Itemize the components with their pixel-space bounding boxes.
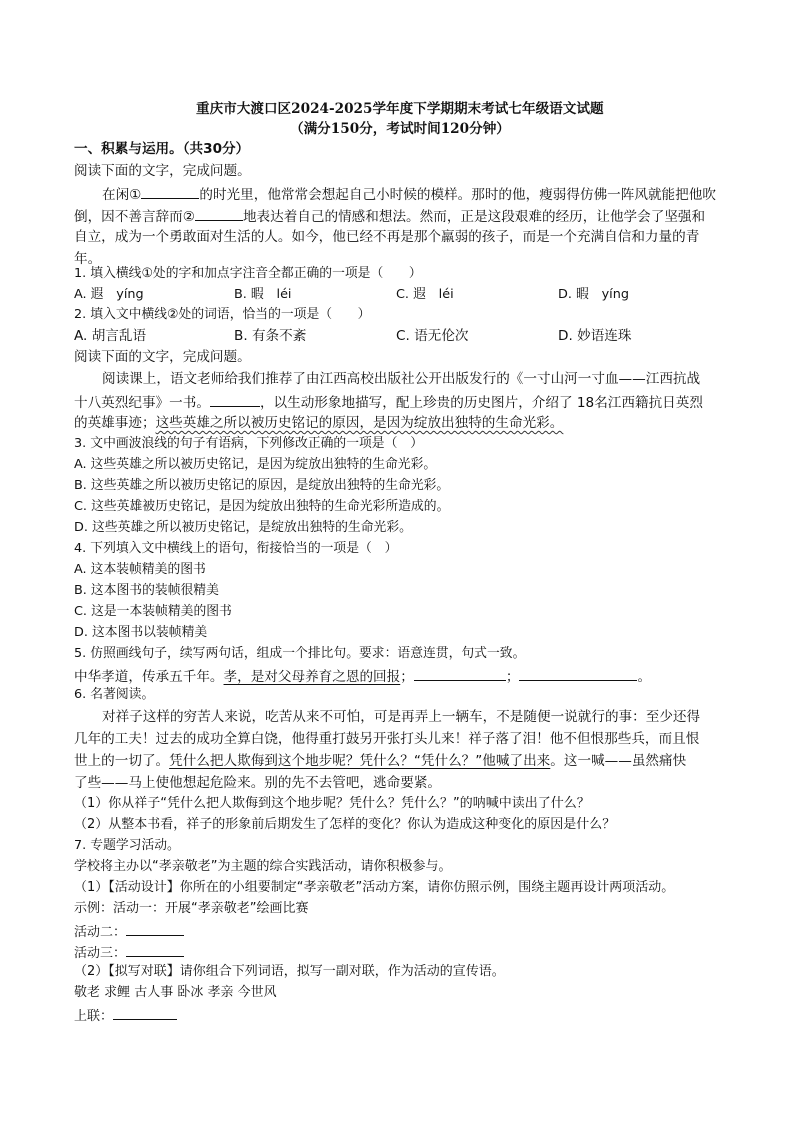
q6-text: 。这一喊——虽然痛快	[550, 753, 687, 769]
q7-example: 示例：活动一：开展“孝亲敬老”绘画比赛	[74, 901, 309, 916]
q3-option-c: C. 这些英雄被历史铭记，是因为绽放出独特的生命光彩所造成的。	[74, 499, 450, 514]
q6-subquestion-2: （2）从整本书看，祥子的形象前后期发生了怎样的变化？你认为造成这种变化的原因是什么？	[74, 817, 616, 832]
q5-underlined-sentence: 孝，是对父母养育之恩的回报	[223, 669, 401, 685]
blank-1	[141, 183, 199, 199]
passage2-text: 的英雄事迹；	[74, 415, 156, 431]
q6-passage-line	[74, 751, 686, 771]
passage1-line: 年。	[74, 251, 102, 267]
q2-option-a: A. 胡言乱语	[74, 328, 147, 344]
passage2-intro: 阅读下面的文字，完成问题。	[74, 349, 251, 365]
passage1-text: 的时光里，他常常会想起自己小时候的模样。那时的他，瘦弱得仿佛一阵风就能把他吹	[199, 187, 716, 203]
exam-title: 重庆市大渡口区2024-2025学年度下学期期末考试七年级语文试题	[196, 101, 604, 117]
q1-option-b: B. 暇 léi	[234, 287, 292, 302]
section-heading: 一、积累与运用。（共30分）	[74, 141, 250, 157]
q4-option-b: B. 这本图书的装帧很精美	[74, 583, 219, 598]
q6-passage-line: 了些——马上使他想起危险来。别的先不去管吧，逃命要紧。	[74, 775, 442, 791]
q2-stem: 2. 填入文中横线②处的词语，恰当的一项是（ ）	[74, 307, 371, 322]
answer-blank[interactable]	[126, 941, 184, 957]
passage1-text: 地表达着自己的情感和想法。然而，正是这段艰难的经历，让他学会了坚强和	[242, 209, 706, 225]
q7-label: 上联：	[74, 1009, 114, 1024]
q5-text: 中华孝道，传承五千年。	[74, 669, 224, 685]
q7-upper-couplet	[74, 1004, 177, 1027]
passage1-line	[74, 205, 705, 227]
answer-blank[interactable]	[519, 665, 637, 681]
q7-label: 活动二：	[74, 925, 127, 940]
answer-blank[interactable]	[113, 1004, 177, 1020]
q2-option-d: D. 妙语连珠	[558, 328, 632, 344]
q6-passage-line: 对祥子这样的穷苦人来说，吃苦从来不可怕，可是再弄上一辆车，不是随便一说就行的事：至少还得	[102, 709, 701, 725]
passage2-line	[74, 391, 703, 413]
q7-subquestion-2: （2）【拟写对联】请你组合下列词语，拟写一副对联，作为活动的宣传语。	[74, 964, 505, 979]
q7-intro: 学校将主办以“孝亲敬老”为主题的综合实践活动，请你积极参与。	[74, 859, 452, 874]
q1-option-c: C. 遐 léi	[396, 287, 454, 302]
passage2-text: ，以生动形象地描写，配上珍贵的历史图片，介绍了 18名江西籍抗日英烈	[259, 395, 703, 411]
q6-text: 世上的一切了。	[74, 753, 170, 769]
q4-stem: 4. 下列填入文中横线上的语句，衔接恰当的一项是（ ）	[74, 541, 398, 556]
q4-option-c: C. 这是一本装帧精美的图书	[74, 604, 232, 619]
answer-blank[interactable]	[414, 665, 506, 681]
q7-label: 活动三：	[74, 946, 127, 961]
blank-2	[195, 205, 243, 221]
q5-prompt	[74, 665, 651, 687]
q6-stem: 6. 名著阅读。	[74, 687, 155, 702]
q4-option-a: A. 这本装帧精美的图书	[74, 562, 206, 577]
q6-underlined-sentence: 凭什么把人欺侮到这个地步呢？凭什么？“凭什么？”他喊了出来	[169, 753, 551, 769]
exam-subtitle: （满分150分，考试时间120分钟）	[290, 121, 510, 137]
q4-option-d: D. 这本图书以装帧精美	[74, 625, 208, 640]
q6-subquestion-1: （1）你从祥子“凭什么把人欺侮到这个地步呢？凭什么？凭什么？”的呐喊中读出了什么？	[74, 796, 590, 811]
q7-activity-2	[74, 920, 184, 943]
q1-option-d: D. 暇 yíng	[558, 287, 629, 302]
q7-subquestion-1: （1）【活动设计】你所在的小组要制定“孝亲敬老”活动方案，请你仿照示例，围绕主题再设计两项活动。	[74, 880, 675, 895]
q3-stem: 3. 文中画波浪线的句子有语病，下列修改正确的一项是（ ）	[74, 436, 423, 451]
q2-option-b: B. 有条不紊	[234, 328, 307, 344]
wavy-sentence: 这些英雄之所以被历史铭记的原因，是因为绽放出独特的生命光彩。	[155, 415, 564, 431]
answer-blank[interactable]	[126, 920, 184, 936]
passage1-line: 自立，成为一个勇敢面对生活的人。如今，他已经不再是那个羸弱的孩子，而是一个充满自信和力量的青	[74, 229, 700, 245]
q3-option-d: D. 这些英雄之所以被历史铭记，是绽放出独特的生命光彩。	[74, 520, 412, 535]
q7-activity-3	[74, 941, 184, 964]
passage2-line	[74, 413, 563, 433]
q1-stem: 1. 填入横线①处的字和加点字注音全都正确的一项是（ ）	[74, 266, 422, 281]
q3-option-b: B. 这些英雄之所以被历史铭记的原因，是绽放出独特的生命光彩。	[74, 478, 450, 493]
q2-option-c: C. 语无伦次	[396, 328, 469, 344]
q5-text: 。	[637, 669, 652, 685]
blank-3	[210, 391, 260, 407]
passage1-text: 在闲①	[102, 187, 142, 203]
q5-text: ；	[505, 669, 520, 685]
q7-stem: 7. 专题学习活动。	[74, 838, 180, 853]
passage1-intro: 阅读下面的文字，完成问题。	[74, 163, 251, 179]
q6-passage-line: 几年的工夫！过去的成功全算白饶，他得重打鼓另开张打头儿来！祥子落了泪！他不但恨那些兵，而且恨	[74, 731, 700, 747]
passage1-line	[102, 183, 716, 205]
passage2-text: 十八英烈纪事》一书。	[74, 395, 210, 411]
q3-option-a: A. 这些英雄之所以被历史铭记，是因为绽放出独特的生命光彩。	[74, 457, 437, 472]
passage1-text: 倒，因不善言辞而②	[74, 209, 195, 225]
q1-option-a: A. 遐 yíng	[74, 287, 144, 302]
q5-stem: 5. 仿照画线句子，续写两句话，组成一个排比句。要求：语意连贯，句式一致。	[74, 646, 526, 661]
q7-word-list: 敬老 求鲤 古人事 卧冰 孝亲 今世风	[74, 985, 277, 1000]
q5-text: ；	[400, 669, 414, 685]
passage2-line: 阅读课上，语文老师给我们推荐了由江西高校出版社公开出版发行的《一寸山河一寸血——江西抗战	[102, 371, 701, 387]
